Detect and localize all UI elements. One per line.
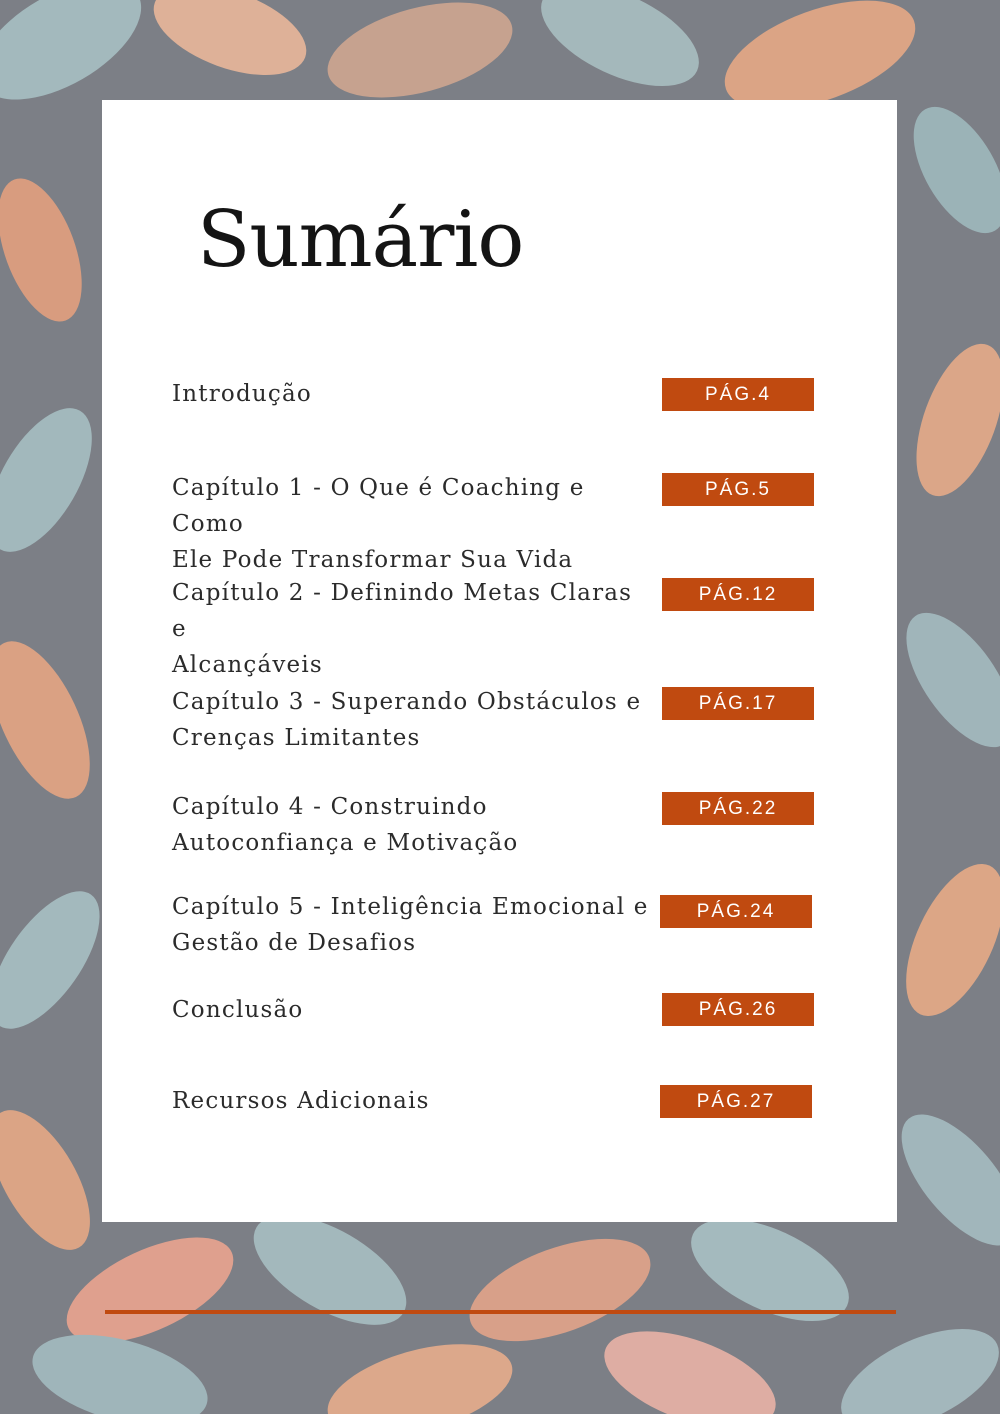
footer-divider (105, 1310, 896, 1314)
contents-card (102, 100, 897, 1222)
toc-entry-capitulo-1[interactable]: Capítulo 1 - O Que é Coaching e Como Ele Pode Transformar Sua Vida (172, 475, 585, 573)
toc-entry-capitulo-2[interactable]: Capítulo 2 - Definindo Metas Claras e Alcançáveis (172, 580, 633, 678)
toc-entry-recursos[interactable]: Recursos Adicionais (172, 1088, 430, 1114)
toc-entry-capitulo-5[interactable]: Capítulo 5 - Inteligência Emocional e Gestão de Desafios (172, 894, 649, 956)
page-badge-capitulo-5[interactable]: PÁG.24 (660, 895, 812, 928)
page-badge-recursos[interactable]: PÁG.27 (660, 1085, 812, 1118)
toc-entry-conclusao[interactable]: Conclusão (172, 997, 304, 1023)
page-title: Sumário (197, 195, 524, 285)
page-badge-introducao[interactable]: PÁG.4 (662, 378, 814, 411)
toc-entry-introducao[interactable]: Introdução (172, 381, 312, 407)
page-badge-capitulo-2[interactable]: PÁG.12 (662, 578, 814, 611)
page-badge-conclusao[interactable]: PÁG.26 (662, 993, 814, 1026)
page-badge-capitulo-1[interactable]: PÁG.5 (662, 473, 814, 506)
toc-entry-capitulo-4[interactable]: Capítulo 4 - Construindo Autoconfiança e Motivação (172, 794, 519, 856)
page-badge-capitulo-3[interactable]: PÁG.17 (662, 687, 814, 720)
toc-entry-capitulo-3[interactable]: Capítulo 3 - Superando Obstáculos e Crenças Limitantes (172, 689, 642, 751)
page-badge-capitulo-4[interactable]: PÁG.22 (662, 792, 814, 825)
